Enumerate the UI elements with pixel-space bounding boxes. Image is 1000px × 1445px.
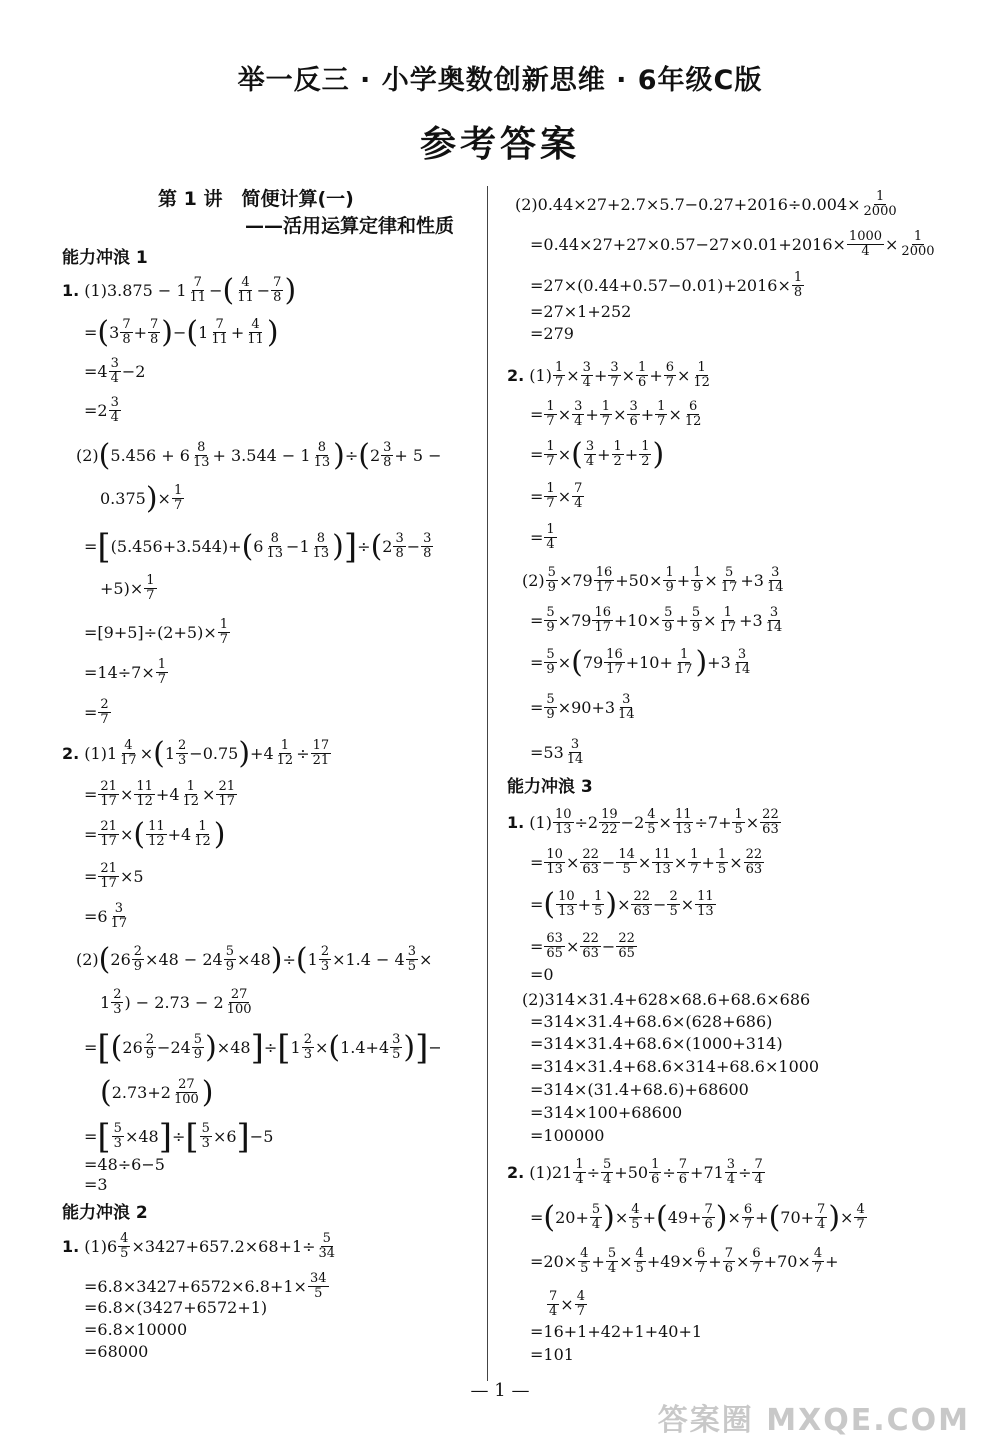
eq-line: = 5 9 × ( 79 16 17 +10+ 1 17 ) +3 3 14: [530, 644, 751, 680]
eq-line: (2)0.44×27+2.7×5.7−0.27+2016÷0.004× 1 2000: [515, 189, 897, 219]
page-number: — 1 —: [470, 1380, 530, 1401]
eq-line: =101: [530, 1345, 574, 1364]
eq-line: (2) ( 26 2 9 ×48 − 24 5 9 ×48 ) ÷ ( 1 2 3 ×1.4 − 4 3 5 ×: [76, 941, 433, 977]
eq-line: 0.375 ) × 1 7: [100, 480, 183, 516]
page-header: 举一反三 · 小学奥数创新思维 · 6年级C版: [237, 65, 763, 96]
eq-line: = 21 17 ×5: [84, 861, 144, 891]
eq-line: (2) ( 5.456 + 6 8 13 + 3.544 − 1 8 13 ) ÷ ( 2 3 8 + 5 −: [76, 437, 442, 473]
eq-line: =314×31.4+68.6×(1000+314): [530, 1034, 783, 1053]
eq-line: = 1 7 × ( 3 4 + 1 2 + 1 2 ): [530, 436, 665, 472]
eq-line: =68000: [84, 1342, 149, 1361]
eq-line: =6.8×10000: [84, 1320, 188, 1339]
eq-line: =3: [84, 1175, 108, 1194]
eq-line: 1. (1)3.875 − 1 7 11 − ( 4 11 − 7 8 ): [62, 272, 297, 308]
eq-line: =20× 4 5 + 5 4 × 4 5 +49× 6 7 + 7 6 × 6 7 +70× 4 7 +: [530, 1246, 839, 1276]
eq-line: =[9+5]÷(2+5)× 1 7: [84, 617, 228, 647]
eq-line: = 21 17 × 11 12 +4 1 12 × 21 17: [84, 779, 235, 809]
eq-line: =14÷7× 1 7: [84, 657, 167, 687]
eq-line: =314×31.4+68.6×(628+686): [530, 1012, 773, 1031]
eq-line: = [ ( 26 2 9 −24 5 9 ) ×48 ] ÷ [ 1 2 3 × ( 1.4+4 3 5 ) ] −: [84, 1027, 442, 1068]
eq-line: = 21 17 × ( 11 12 +4 1 12 ): [84, 816, 226, 852]
eq-line: 2. (1)1 4 17 × ( 1 2 3 −0.75 ) +4 1 12 ÷ 17 21: [62, 735, 330, 771]
eq-line: =314×100+68600: [530, 1103, 683, 1122]
eq-line: =314×(31.4+68.6)+68600: [530, 1080, 749, 1099]
eq-line: (2) 5 9 ×79 16 17 +50× 1 9 + 1 9 × 5 17 +3 3 14: [522, 565, 784, 595]
column-divider: [487, 186, 488, 1381]
watermark: 答案圈 MXQE.COM: [657, 1403, 970, 1438]
eq-line: =48÷6−5: [84, 1155, 165, 1174]
eq-line: =27×1+252: [530, 302, 632, 321]
eq-line: =2 3 4: [84, 395, 119, 425]
eq-line: =4 3 4 −2: [84, 356, 146, 386]
eq-line: 1. (1)6 4 5 ×3427+657.2×68+1÷ 5 34: [62, 1231, 336, 1261]
section-heading-1: 能力冲浪 1: [62, 248, 148, 268]
eq-line: =100000: [530, 1126, 605, 1145]
eq-line: =27×(0.44+0.57−0.01)+2016× 1 8: [530, 270, 803, 300]
eq-line: =279: [530, 324, 574, 343]
eq-line: 1 2 3 ) − 2.73 − 2 27 100: [100, 987, 252, 1017]
section-heading-2: 能力冲浪 2: [62, 1203, 148, 1223]
eq-line: = 5 9 ×79 16 17 +10× 5 9 + 5 9 × 1 17 +3 3 14: [530, 605, 783, 635]
eq-line: +5)× 1 7: [100, 573, 155, 603]
eq-line: = ( 20+ 5 4 ) × 4 5 + ( 49+ 7 6 ) × 6 7 + ( 70+ 7 4 ) × 4 7: [530, 1199, 865, 1235]
eq-line: ( 2.73+2 27 100 ): [100, 1074, 214, 1110]
eq-line: = [ (5.456+3.544)+ ( 6 8 13 −1 8 13 ) ] ÷ ( 2 3 8 − 3 8: [84, 526, 432, 567]
eq-line: =6.8×(3427+6572+1): [84, 1298, 268, 1317]
eq-line: =0.44×27+27×0.57−27×0.01+2016× 1000 4 × 1 2000: [530, 229, 935, 259]
eq-line: =0: [530, 965, 554, 984]
eq-line: = 1 7 × 7 4: [530, 481, 583, 511]
eq-line: = 1 7 × 3 4 + 1 7 × 3 6 + 1 7 × 6 12: [530, 399, 702, 429]
eq-line: = 5 9 ×90+3 3 14: [530, 692, 635, 722]
eq-line: =53 3 14: [530, 737, 584, 767]
eq-line: 2. (1)21 1 4 ÷ 5 4 +50 1 6 ÷ 7 6 +71 3 4 ÷ 7 4: [507, 1157, 763, 1187]
eq-line: = ( 3 7 8 + 7 8 ) − ( 1 7 11 + 4 11 ): [84, 314, 279, 350]
section-heading-3: 能力冲浪 3: [507, 777, 593, 797]
eq-line: 1. (1) 10 13 ÷2 19 22 −2 4 5 × 11 13 ÷7+ 1 5 × 22 63: [507, 807, 779, 837]
eq-line: =6.8×3427+6572×6.8+1× 34 5: [84, 1271, 327, 1301]
page-title: 参考答案: [419, 124, 580, 165]
eq-line: = 10 13 × 22 63 − 14 5 × 11 13 × 1 7 + 1 5 × 22 63: [530, 847, 763, 877]
eq-line: = 2 7: [84, 697, 109, 727]
lesson-heading: 第 1 讲 简便计算(一): [158, 188, 354, 210]
lesson-subtitle: ——活用运算定律和性质: [245, 215, 455, 237]
eq-line: = ( 10 13 + 1 5 ) × 22 63 − 2 5 × 11 13: [530, 886, 714, 922]
eq-line: =314×31.4+68.6×314+68.6×1000: [530, 1057, 820, 1076]
eq-line: =16+1+42+1+40+1: [530, 1322, 703, 1341]
eq-line: =6 3 17: [84, 901, 128, 931]
eq-line: 7 4 × 4 7: [549, 1289, 585, 1319]
eq-line: = 1 4: [530, 522, 555, 552]
eq-line: 2. (1) 1 7 × 3 4 + 3 7 × 1 6 + 6 7 × 1 12: [507, 360, 710, 390]
eq-line: (2)314×31.4+628×68.6+68.6×686: [522, 990, 811, 1009]
eq-line: = 63 65 × 22 63 − 22 65: [530, 931, 635, 961]
eq-line: = [ 5 3 ×48 ] ÷ [ 5 3 ×6 ] −5: [84, 1116, 274, 1157]
